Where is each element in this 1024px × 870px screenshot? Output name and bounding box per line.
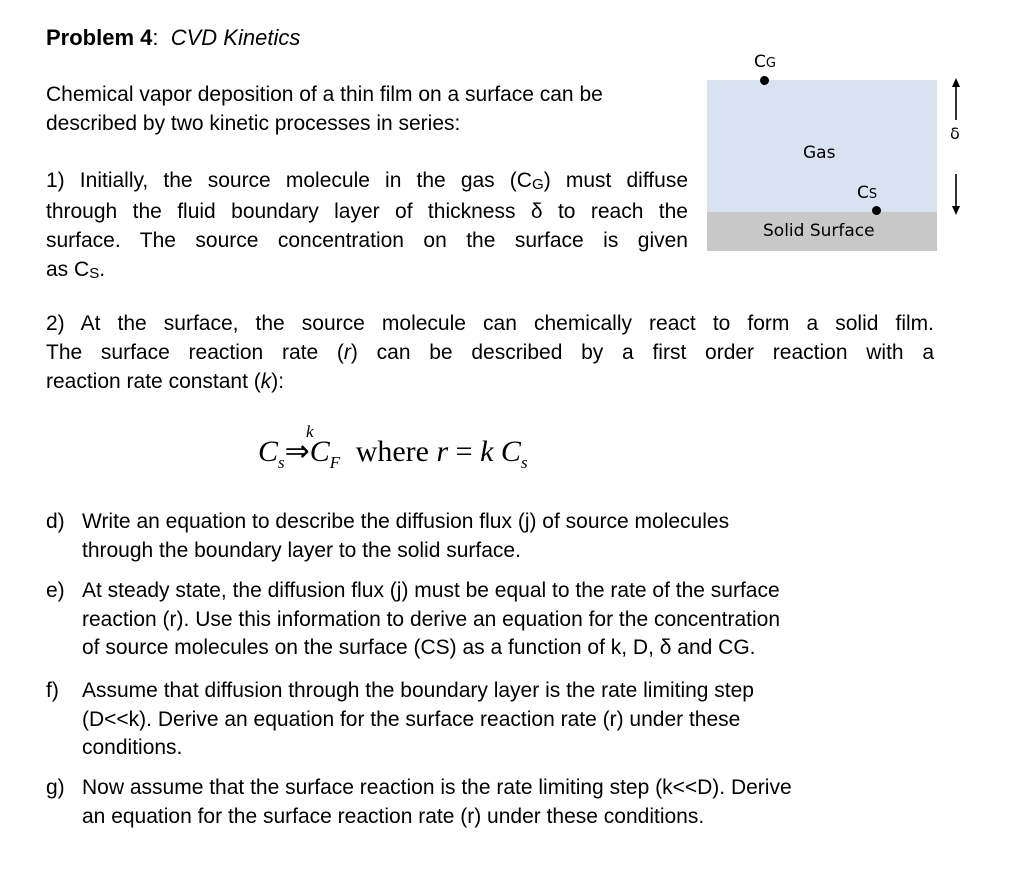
question-d-text <box>82 508 729 565</box>
solid-surface-label: Solid Surface <box>763 221 875 241</box>
intro-paragraph <box>46 80 603 138</box>
thickness-arrow-head-down <box>952 206 960 215</box>
question-g-text <box>82 774 792 831</box>
cs-label: CS <box>857 183 878 203</box>
cs-point <box>872 206 881 215</box>
delta-label: δ <box>950 124 960 143</box>
step1-paragraph <box>46 166 688 286</box>
question-d-line-2: through the boundary layer to the solid surface. <box>82 538 521 562</box>
question-e-label: e) <box>46 579 65 602</box>
thickness-arrow-head-up <box>952 78 960 87</box>
question-f-text <box>82 677 754 763</box>
step2-line-1: 2) At the surface, the source molecule can chemically react to form a solid film. <box>46 312 934 335</box>
question-g-line-1: Now assume that the surface reaction is the rate limiting step (k<<D). Derive <box>82 776 792 799</box>
step1-line-3: surface. The source concentration on the surface is given <box>46 229 688 252</box>
cg-label: CG <box>754 52 776 72</box>
reaction-equation: k $C_s\Rightarrow C_F$ where r = k $C_s$ <box>258 422 528 472</box>
reaction-arrow: ⇒ <box>284 435 310 468</box>
rate-constant-over-arrow: k <box>306 422 314 441</box>
step1-line-1: 1) Initially, the source molecule in the gas (CG) must diffuse <box>46 169 688 194</box>
question-f-line-3: conditions. <box>82 736 183 759</box>
problem-topic: CVD Kinetics <box>170 25 301 50</box>
question-f-line-2: (D<<k). Derive an equation for the surface reaction rate (r) under these <box>82 707 741 731</box>
intro-line-1: Chemical vapor deposition of a thin film on a surface can be <box>46 83 603 106</box>
question-g-line-2: an equation for the surface reaction rate (r) under these conditions. <box>82 804 705 828</box>
question-e-line-1: At steady state, the diffusion flux (j) must be equal to the rate of the surface <box>82 579 780 602</box>
question-g-label: g) <box>46 776 65 799</box>
problem-title <box>46 24 300 52</box>
title-colon: : <box>152 25 159 50</box>
cg-point <box>760 76 769 85</box>
question-f-label: f) <box>46 679 59 702</box>
question-e-line-2: reaction (r). Use this information to derive an equation for the concentration <box>82 607 781 631</box>
problem-number: Problem 4 <box>46 25 153 50</box>
question-e-text <box>82 577 780 663</box>
question-d-line-1: Write an equation to describe the diffusion flux (j) of source molecules <box>82 510 730 533</box>
thickness-arrow <box>946 78 966 216</box>
step1-line-4: as CS. <box>46 258 106 283</box>
step2-paragraph <box>46 309 934 396</box>
step1-line-2: through the fluid boundary layer of thickness δ to reach the <box>46 200 688 223</box>
question-f-line-1: Assume that diffusion through the boundary layer is the rate limiting step <box>82 679 754 702</box>
gas-label: Gas <box>803 143 836 163</box>
question-e-line-3: of source molecules on the surface (CS) as a function of k, D, δ and CG. <box>82 636 756 659</box>
intro-line-2: described by two kinetic processes in series: <box>46 112 461 135</box>
question-d-label: d) <box>46 510 65 533</box>
step2-line-2: The surface reaction rate (r) can be described by a first order reaction with a <box>46 341 934 364</box>
step2-line-3: reaction rate constant (k): <box>46 370 285 393</box>
